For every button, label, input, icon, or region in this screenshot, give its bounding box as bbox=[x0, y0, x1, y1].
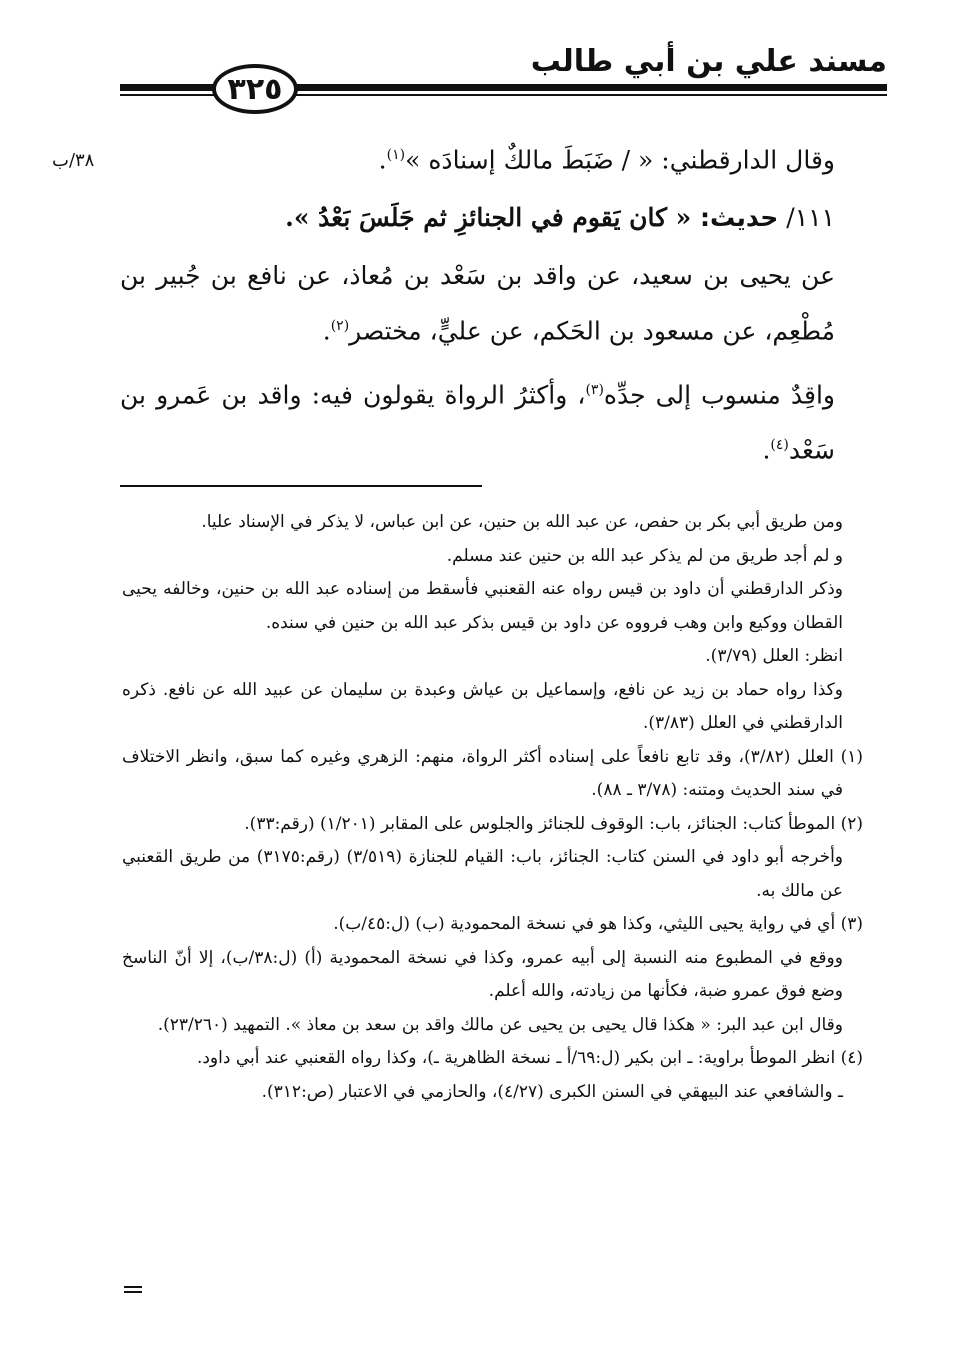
narrator-text-b: ، وأكثرُ الرواة يقولون فيه: واقد بن عَمرو بن سَعْد bbox=[120, 379, 835, 465]
page-number-badge: ٣٢٥ bbox=[212, 64, 298, 114]
footnote-line: ـ والشافعي عند البيهقي في السنن الكبرى (٤/٢٧)، والحازمي في الاعتبار (ص:٣١٢). bbox=[261, 1081, 843, 1102]
footnote-separator bbox=[120, 485, 482, 487]
footnote-line: وأخرجه أبو داود في السنن كتاب: الجنائز، باب: القيام للجنازة (٣/٥١٩) (رقم:٣١٧٥) من طريق القعنبي عن مالك به. bbox=[122, 847, 844, 901]
footnote-1: (١) العلل (٣/٨٢)، وقد تابع نافعاً على إسناده أكثر الرواة، منهم: الزهري وغيره كما سبق، وانظر الاختلاف في سند الحديث ومتنه: (٣/٧٨ ـ ٨٨). bbox=[122, 746, 863, 800]
footnote-line: انظر: العلل (٣/٧٩). bbox=[705, 646, 843, 666]
main-text bbox=[120, 130, 835, 475]
footnote-line: ومن طريق أبي بكر بن حفص، عن عبد الله بن حنين، عن ابن عباس، لا يذكر في الإسناد عليا. bbox=[201, 512, 843, 532]
continuation-mark bbox=[124, 1286, 142, 1296]
narrator-text-a: واقِدٌ منسوب إلى جدِّه bbox=[603, 379, 835, 409]
footnote-2: (٢) الموطأ كتاب: الجنائز، باب: الوقوف للجنائز والجلوس على المقابر (١/٢٠١) (رقم:٣٣). bbox=[244, 813, 863, 834]
header-title: مسند علي بن أبي طالب bbox=[530, 44, 887, 79]
footnote-ref-2: (٢) bbox=[330, 318, 350, 335]
footnote-4: (٤) انظر الموطأ براوية: ـ ابن بكير (ل:٦٩/أ ـ نسخة الظاهرية ـ)، وكذا رواه القعنبي عند أبي داود. bbox=[196, 1048, 863, 1068]
hadith-text: « كان يَقوم في الجنائزِ ثم جَلَسَ بَعْدُ ». bbox=[285, 203, 692, 233]
footnote-line: و لم أجد طريق من لم يذكر عبد الله بن حنين عند مسلم. bbox=[446, 545, 843, 566]
main-line-1: وقال الدارقطني: « / ضَبَطَ مالكٌ إسنادَه »$^{(١)}$. bbox=[378, 145, 835, 175]
chain-text: عن يحيى بن سعيد، عن واقد بن سَعْد بن مُعاذ، عن نافع بن جُبير بن مُطْعِم، عن مسعود بن الحَكم، عن عليٍّ، مختصر bbox=[120, 261, 835, 346]
hadith-label: حديث: bbox=[691, 203, 779, 233]
footnote-3: (٣) أي في رواية يحيى الليثي، وكذا هو في نسخة المحمودية (ب) (ل:٤٥/ب). bbox=[333, 914, 863, 934]
footnote-line: وقال ابن عبد البر: « هكذا قال يحيى بن يحيى عن مالك واقد بن سعد بن معاذ ». التمهيد (٢٣/٢٦٠). bbox=[157, 1014, 843, 1035]
main-line-1-text: وقال الدارقطني: « / ضَبَطَ مالكٌ إسنادَه » bbox=[405, 145, 835, 175]
footnote-line: وكذا رواه حماد بن زيد عن نافع، وإسماعيل بن عياش وعبدة بن سليمان عن عبيد الله عن نافع. ذكره الدارقطني في العلل (٣/٨٣). bbox=[122, 679, 843, 733]
margin-folio-reference: ٣٨/ب bbox=[52, 150, 95, 171]
narrator-paragraph: واقِدٌ منسوب إلى جدِّه$^{(٣)}$، وأكثرُ الرواة يقولون فيه: واقد بن عَمرو بن سَعْد$^{(٤)}$. bbox=[120, 379, 835, 465]
footnote-line: ووقع في المطبوع منه النسبة إلى أبيه عمرو، وكذا في نسخة المحمودية (أ) (ل:٣٨/ب)، إلا أنّ الناسخ وضع فوق عمرو ضبة، فكأنها من زيادته، والله أعلم. bbox=[122, 947, 843, 1001]
footnotes bbox=[122, 506, 863, 1109]
footnote-ref-4: (٤) bbox=[770, 436, 789, 453]
footnote-ref-1: (١) bbox=[386, 147, 406, 163]
hadith-number: ١١١/ bbox=[778, 203, 835, 233]
chain-paragraph: عن يحيى بن سعيد، عن واقد بن سَعْد بن مُعاذ، عن نافع بن جُبير بن مُطْعِم، عن مسعود بن الحَكم، عن عليٍّ، مختصر$^{(٢)}$. bbox=[120, 261, 835, 346]
footnote-line: وذكر الدارقطني أن داود بن قيس رواه عنه القعنبي فأسقط من إسناده عبد الله بن حنين، وخالفه يحيى القطان ووكيع وابن وهب فرووه عن داود بن قيس بذكر عبد الله بن حنين في سنده. bbox=[122, 579, 843, 633]
footnote-ref-3: (٣) bbox=[585, 381, 604, 398]
hadith-heading bbox=[120, 193, 835, 243]
